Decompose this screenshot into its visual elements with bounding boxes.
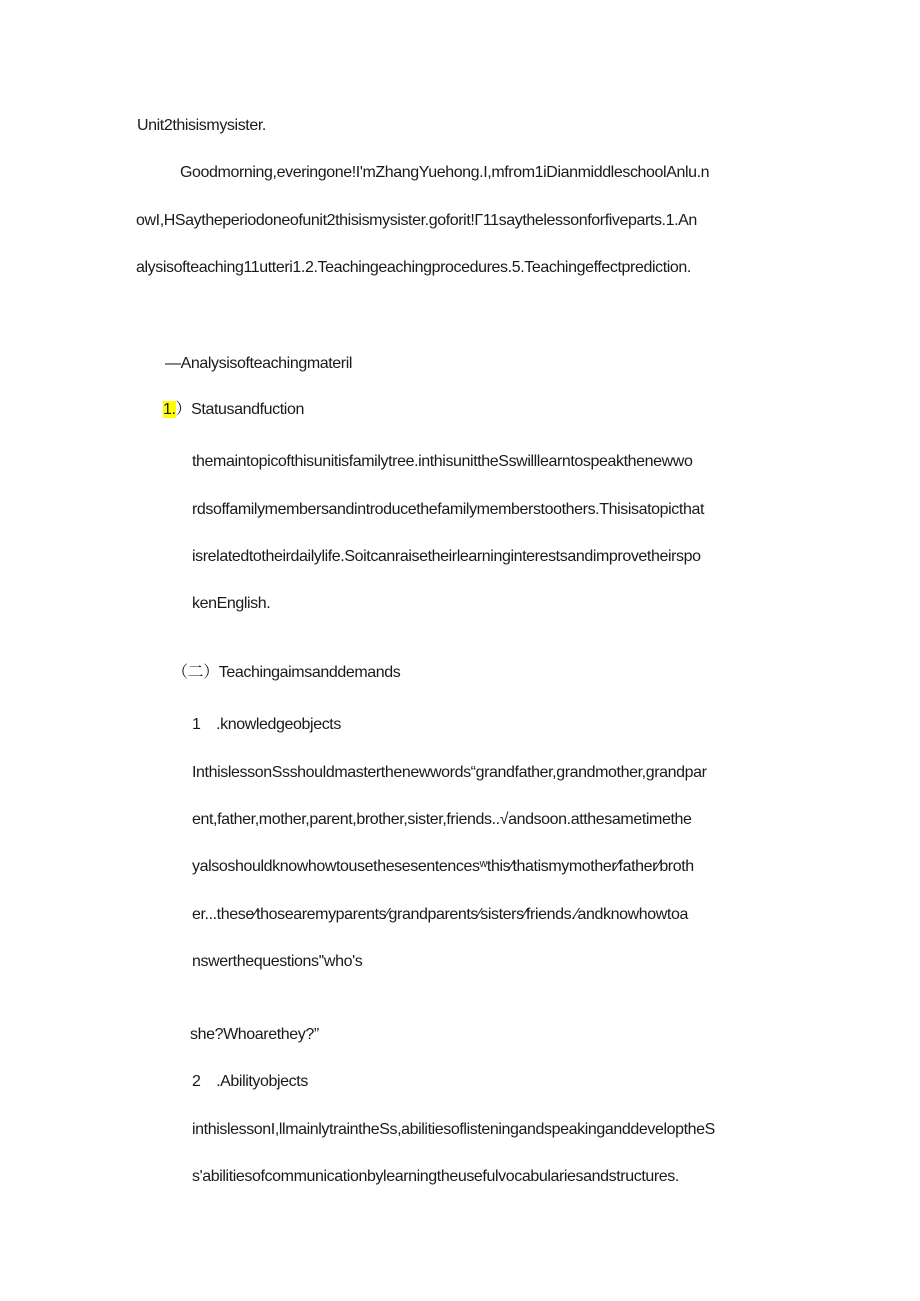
subsection-2-heading: （二）Teachingaimsanddemands (172, 664, 401, 681)
ability-paragraph-line-1: inthislessonI,llmainlytraintheSs,abilitiesoflisteningandspeakinganddeveloptheS (192, 1121, 715, 1138)
knowledge-paragraph-line-4: er...these∕thosearemyparents∕grandparents∕sisters∕friends.∕andknowhowtoa (192, 906, 688, 923)
status-paragraph-line-1: themaintopicofthisunitisfamilytree.inthisunittheSswilllearntospeakthenewwo (192, 453, 693, 470)
intro-line-3: alysisofteaching11utteri1.2.Teachingeachingprocedures.5.Teachingeffectprediction. (136, 259, 691, 276)
intro-line-2: owI,HSaytheperiodoneofunit2thisismysister.goforit!Γ11saythelessonforfiveparts.1.An (136, 212, 697, 229)
knowledge-paragraph-line-2: ent,father,mother,parent,brother,sister,friends..√andsoon.atthesametimethe (192, 811, 692, 828)
knowledge-paragraph-line-5: nswerthequestions''who's (192, 953, 363, 970)
subsection-1-number: 1. (163, 401, 176, 418)
document-title: Unit2thisismysister. (137, 117, 266, 134)
subsection-1-heading (163, 400, 304, 420)
ability-objects-heading: 2 .Abilityobjects (192, 1073, 308, 1090)
knowledge-paragraph-tail: she?Whoarethey?” (190, 1026, 319, 1043)
knowledge-objects-heading: 1 .knowledgeobjects (192, 716, 341, 733)
knowledge-paragraph-line-1: InthislessonSsshouldmasterthenewwords“grandfather,grandmother,grandpar (192, 764, 707, 781)
subsection-1-title: ）Statusandfuction (175, 401, 304, 418)
knowledge-paragraph-line-3: yalsoshouldknowhowtousethesesentencesʷthis∕thatismymother∕father∕broth (192, 858, 694, 875)
intro-line-1: Goodmorning,everingone!I'mZhangYuehong.I,mfrom1iDianmiddleschoolAnlu.n (180, 164, 710, 181)
status-paragraph-line-2: rdsoffamilymembersandintroducethefamilymemberstoothers.Thisisatopicthat (192, 501, 704, 518)
section-heading-analysis: —Analysisofteachingmateril (165, 355, 353, 372)
status-paragraph-line-4: kenEnglish. (192, 595, 271, 612)
status-paragraph-line-3: isrelatedtotheirdailylife.Soitcanraisetheirlearninginterestsandimprovetheirspo (192, 548, 701, 565)
ability-paragraph-line-2: s'abilitiesofcommunicationbylearningtheusefulvocabulariesandstructures. (192, 1168, 679, 1185)
